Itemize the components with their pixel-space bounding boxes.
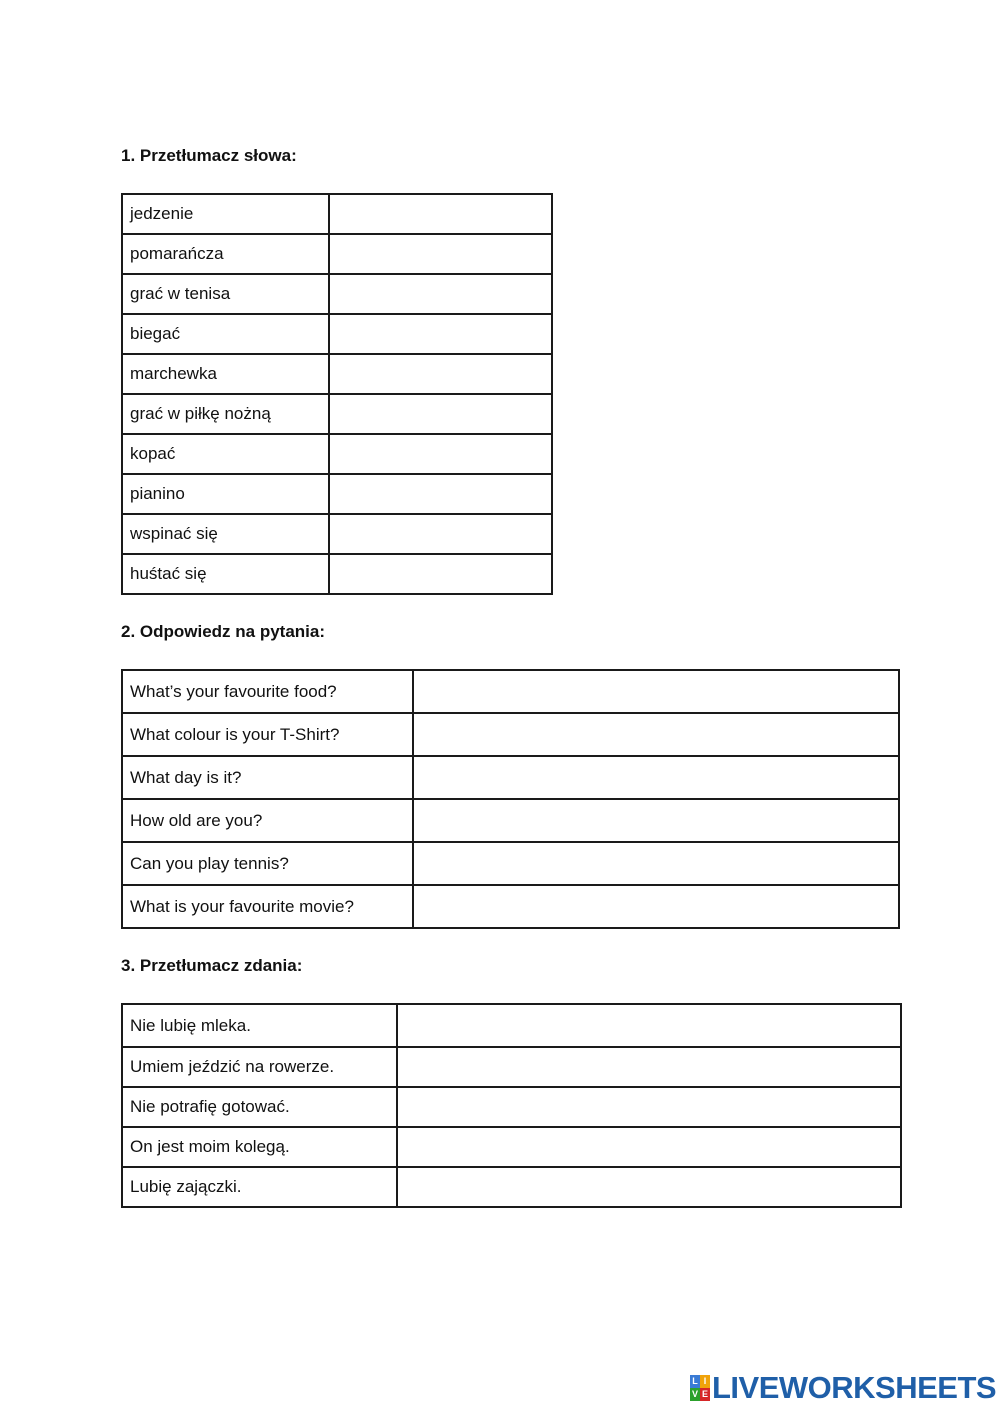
prompt-cell: marchewka — [122, 354, 329, 394]
logo-text: LIVEWORKSHEETS — [712, 1370, 997, 1405]
answer-input[interactable] — [414, 811, 898, 831]
prompt-cell: biegać — [122, 314, 329, 354]
answer-input[interactable] — [330, 324, 551, 344]
answer-cell[interactable] — [397, 1047, 901, 1087]
table-row — [122, 885, 899, 928]
prompt-cell: grać w tenisa — [122, 274, 329, 314]
table-row — [122, 354, 552, 394]
answer-cell[interactable] — [329, 314, 552, 354]
answer-cell[interactable] — [413, 885, 899, 928]
answer-input[interactable] — [330, 524, 551, 544]
prompt-cell: Lubię zajączki. — [122, 1167, 397, 1207]
liveworksheets-logo-icon — [690, 1375, 710, 1401]
answer-cell[interactable] — [329, 434, 552, 474]
answer-input[interactable] — [330, 404, 551, 424]
prompt-cell: What day is it? — [122, 756, 413, 799]
answer-input[interactable] — [414, 725, 898, 745]
answer-input[interactable] — [330, 204, 551, 224]
answer-cell[interactable] — [329, 474, 552, 514]
liveworksheets-logo — [690, 1372, 996, 1404]
prompt-cell: jedzenie — [122, 194, 329, 234]
table-row — [122, 713, 899, 756]
table-row — [122, 474, 552, 514]
table-row — [122, 234, 552, 274]
answer-input[interactable] — [414, 768, 898, 788]
answer-input[interactable] — [414, 682, 898, 702]
answer-input[interactable] — [398, 1097, 900, 1117]
table-row — [122, 394, 552, 434]
prompt-cell: Can you play tennis? — [122, 842, 413, 885]
answer-cell[interactable] — [329, 234, 552, 274]
prompt-cell: kopać — [122, 434, 329, 474]
prompt-cell: What’s your favourite food? — [122, 670, 413, 713]
prompt-cell: pianino — [122, 474, 329, 514]
answer-cell[interactable] — [329, 354, 552, 394]
questions-table — [121, 669, 900, 929]
prompt-cell: Nie potrafię gotować. — [122, 1087, 397, 1127]
table-row — [122, 1167, 901, 1207]
table-row — [122, 842, 899, 885]
prompt-cell: pomarańcza — [122, 234, 329, 274]
answer-cell[interactable] — [413, 670, 899, 713]
table-row — [122, 434, 552, 474]
answer-input[interactable] — [398, 1177, 900, 1197]
answer-cell[interactable] — [329, 514, 552, 554]
logo-mark-letter: L — [690, 1375, 700, 1388]
prompt-cell: grać w piłkę nożną — [122, 394, 329, 434]
answer-cell[interactable] — [397, 1087, 901, 1127]
table-row — [122, 670, 899, 713]
answer-cell[interactable] — [397, 1004, 901, 1047]
answer-input[interactable] — [398, 1057, 900, 1077]
table-row — [122, 1004, 901, 1047]
table-row — [122, 194, 552, 234]
table-row — [122, 274, 552, 314]
table-row — [122, 514, 552, 554]
answer-cell[interactable] — [413, 799, 899, 842]
answer-input[interactable] — [398, 1137, 900, 1157]
prompt-cell: On jest moim kolegą. — [122, 1127, 397, 1167]
sentence-translation-table — [121, 1003, 902, 1208]
answer-cell[interactable] — [413, 713, 899, 756]
prompt-cell: What is your favourite movie? — [122, 885, 413, 928]
answer-input[interactable] — [414, 854, 898, 874]
prompt-cell: How old are you? — [122, 799, 413, 842]
prompt-cell: wspinać się — [122, 514, 329, 554]
answer-input[interactable] — [330, 284, 551, 304]
answer-input[interactable] — [398, 1016, 900, 1036]
answer-input[interactable] — [330, 244, 551, 264]
prompt-cell: Umiem jeździć na rowerze. — [122, 1047, 397, 1087]
answer-input[interactable] — [414, 897, 898, 917]
answer-cell[interactable] — [413, 842, 899, 885]
logo-mark-letter: V — [691, 1389, 698, 1399]
table-row — [122, 756, 899, 799]
logo-mark-letter: E — [701, 1389, 708, 1399]
prompt-cell: huśtać się — [122, 554, 329, 594]
prompt-cell: Nie lubię mleka. — [122, 1004, 397, 1047]
answer-cell[interactable] — [397, 1167, 901, 1207]
word-translation-table — [121, 193, 553, 595]
answer-cell[interactable] — [329, 194, 552, 234]
prompt-cell: What colour is your T-Shirt? — [122, 713, 413, 756]
section-3-heading: 3. Przetłumacz zdania: — [121, 956, 303, 975]
answer-cell[interactable] — [329, 554, 552, 594]
answer-input[interactable] — [330, 564, 551, 584]
answer-input[interactable] — [330, 484, 551, 504]
section-1-heading: 1. Przetłumacz słowa: — [121, 146, 297, 165]
answer-cell[interactable] — [329, 394, 552, 434]
answer-cell[interactable] — [329, 274, 552, 314]
answer-input[interactable] — [330, 364, 551, 384]
answer-cell[interactable] — [397, 1127, 901, 1167]
table-row — [122, 1087, 901, 1127]
section-2-heading: 2. Odpowiedz na pytania: — [121, 622, 326, 641]
logo-mark-letter: I — [700, 1375, 710, 1388]
answer-cell[interactable] — [413, 756, 899, 799]
table-row — [122, 799, 899, 842]
table-row — [122, 314, 552, 354]
table-row — [122, 554, 552, 594]
table-row — [122, 1047, 901, 1087]
answer-input[interactable] — [330, 444, 551, 464]
table-row — [122, 1127, 901, 1167]
